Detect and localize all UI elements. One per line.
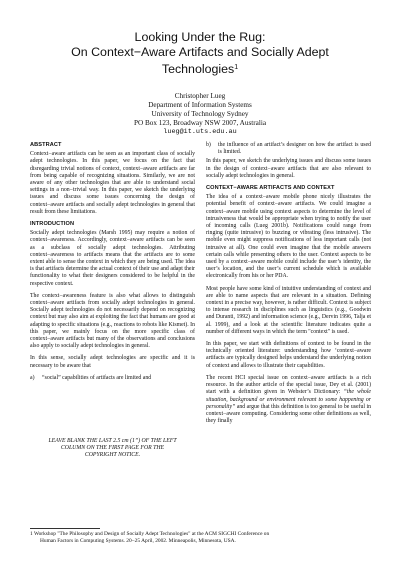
- author-email[interactable]: lueg@it.uts.edu.au: [163, 128, 237, 136]
- copyright-notice-placeholder: [30, 438, 195, 460]
- list-marker-b: b): [206, 142, 211, 148]
- paragraph-5-end: and argue that this definition is too general to be useful in context−aware computing. Considering some other definitions as well, they finally: [206, 403, 371, 425]
- paragraph-5-start: The recent HCI special issue on context−aware artifacts is a rich resource. In the author article of the special issue, Dey et al. (2001) start with a definition given in Webster’s Dictionary:: [206, 374, 371, 396]
- introduction-heading: INTRODUCTION: [30, 221, 75, 228]
- footnote-divider: [30, 528, 100, 529]
- list-item-b: [206, 142, 371, 156]
- right-paragraph-1: In this paper, we sketch the underlying issues and discuss some issues in the design of context−aware artifacts that are also relevant to socially adept technologies in general.: [206, 158, 371, 179]
- list-text-a: “social” capabilities of artifacts are limited and: [42, 374, 152, 381]
- left-column: [30, 142, 195, 384]
- footnote-line-1: 1 Workshop "The Philosophy and Design of Socially Adept Technologies" at the ACM SIGCHI Conference on: [30, 531, 270, 537]
- copyright-line-3: COPYRIGHT NOTICE.: [84, 452, 141, 459]
- right-paragraph-5: [206, 375, 371, 425]
- title-footnote-mark: 1: [234, 64, 239, 71]
- list-marker-a: a): [30, 374, 35, 381]
- introduction-paragraph-3: In this sense, socially adept technologies are specific and it is necessary to be aware that: [30, 355, 195, 369]
- context-aware-section-heading: CONTEXT−AWARE ARTIFACTS AND CONTEXT: [206, 185, 335, 192]
- author-address: PO Box 123, Broadway NSW 2007, Australia: [133, 119, 267, 127]
- introduction-paragraph-1: Socially adept technologies (Marsh 1995) may require a notion of context−awareness. Accordingly, context−aware artifacts can be seen as a subclass of socially adept technologies. Attributing context−awareness to artifacts means that the artifacts are to some extent able to sense the context in which they are being used. The idea is that artifacts determine the actual context of their use and adapt their functionality to what their designers considered to be helpful in the respective context.: [30, 230, 195, 287]
- right-column: [206, 142, 371, 430]
- right-paragraph-3: Most people have some kind of intuitive understanding of context and are able to name aspects that are relevant in a situation. Defining context in a precise way, however, is rather difficult. Context is subject to intense research in disciplines such as linguistics (e.g., Goodwin and Duranti, 1992) and information science (e.g., Dervin 1996, Talja et al. 1999), and a look at the scientific literature indicates quite a number of different ways in which the term "context" is used.: [206, 285, 371, 335]
- right-paragraph-4: In this paper, we start with definitions of context to be found in the technically oriented literature: understanding how ‘context−aware artifacts are typically designed helps understand the underlying notion of context and allows to illustrate their capabilities.: [206, 341, 371, 369]
- title-line-1: Looking Under the Rug:: [134, 30, 266, 44]
- copyright-line-1: LEAVE BLANK THE LAST 2.5 cm (1”) OF THE LEFT: [48, 438, 177, 444]
- title-line-2: On Context−Aware Artifacts and Socially Adept: [71, 45, 329, 59]
- author-block: [90, 92, 310, 137]
- author-university: University of Technology Sydney: [151, 110, 249, 118]
- title-line-3: Technologies: [161, 62, 235, 76]
- abstract-heading: ABSTRACT: [30, 142, 62, 148]
- author-department: Department of Information Systems: [148, 101, 252, 109]
- introduction-paragraph-2: The context−awareness feature is also what allows to distinguish context−aware artifacts from socially adept technologies in general. Socially adept technologies do not necessarily depend on recognizing context but may also aim at exploiting the fact that humans are good at adapting to specific situations (e.g., reactions to robots like Kismet). In this paper, we mainly focus on the more specific class of context−aware artifacts but many of the observations and conclusions also apply to socially adept technologies in general.: [30, 292, 195, 350]
- footnote-line-2: Human Factors in Computing Systems. 20−25 April, 2002. Minneapolis, Minnesota, USA.: [40, 537, 236, 544]
- abstract-text: Context−aware artifacts can be seen as an important class of socially adept technologies. In this paper, we focus on the fact that disregarding trivial notions of context, context−aware artifacts are far from being capable of recognizing situations. Similarly, we are not aware of any other technologies that are able to understand social settings in a non−trivial way. In this paper, we sketch the underlying issues and discuss some issues concerning the design of context−aware artifacts and socially adept technologies in general that result from these limitations.: [30, 151, 195, 215]
- list-item-a: [30, 375, 195, 382]
- webster-definition-quote: “the whole situation, background or environment relevant to some happening or personality”: [206, 389, 371, 410]
- list-text-b: the influence of an artifact’s designer on how the artifact is used is limited.: [218, 142, 371, 156]
- copyright-line-2: COLUMN ON THE FIRST PAGE FOR THE: [60, 445, 165, 452]
- author-name: Christopher Lueg: [174, 92, 226, 100]
- right-paragraph-2: The idea of a context−aware mobile phone nicely illustrates the potential benefit of context−aware artifacts. We could imagine a context−aware mobile using context aspects to determine the level of intrusiveness that would be appropriate when trying to notify the user of incoming calls (Lueg 2001b). Notifications could range from ringing (quite intrusive) to buzzing or vibrating (less intrusive). The mobile even might suppress notifications of less important calls (not intrusive at all). One could even imagine that the mobile answers certain calls while presenting others to the user. Context aspects to be used by a context−aware mobile could include the user’s identity, the user’s location, and the user’s current schedule which is available electronically from his or her PDA.: [206, 194, 371, 280]
- paper-title: [40, 30, 360, 77]
- footnote: [30, 531, 370, 545]
